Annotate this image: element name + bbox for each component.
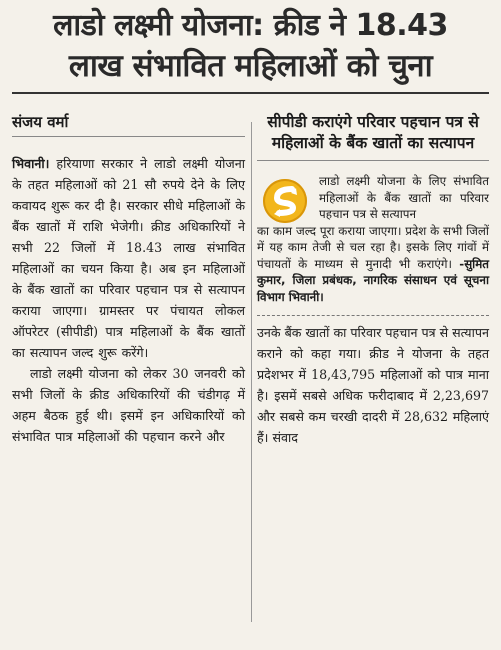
left-paragraph-1-text: हरियाणा सरकार ने लाडो लक्ष्मी योजना के तहत महिलाओं को 21 सौ रुपये देने के लिए कवायद शुरू कर दी है। सरकार सीधे महिलाओं के बैंक खातों में राशि भेजेगी। क्रीड अधिकारियों ने सभी 22 जिलों में 18.43 लाख संभावित महिलाओं का चयन किया है। अब इन महिलाओं के बैंक खातों का परिवार पहचान पत्र से सत्यापन कराया जाएगा। ग्रामस्तर पर पंचायत लोकल ऑपरेटर (सीपीडी) पात्र महिलाओं के बैंक खातों का सत्यापन जल्द शुरू करेंगे। — [12, 156, 245, 360]
quote-box — [257, 169, 489, 311]
quote-box-divider — [257, 315, 489, 316]
subheading-rule — [257, 160, 489, 161]
column-divider — [251, 122, 252, 622]
dateline: भिवानी। — [12, 156, 50, 171]
left-paragraph-2: लाडो लक्ष्मी योजना को लेकर 30 जनवरी को सभी जिलों के क्रीड अधिकारियों की चंडीगढ़ में अहम बैठक हुई थी। इसमें इन अधिकारियों को संभावित पात्र महिलाओं की पहचान करने और — [12, 366, 245, 444]
subheading: सीपीडी कराएंगे परिवार पहचान पत्र से महिलाओं के बैंक खातों का सत्यापन — [267, 113, 479, 152]
headline-line-1: लाडो लक्ष्मी योजना: क्रीड ने 18.43 — [53, 8, 448, 43]
byline: संजय वर्मा — [12, 113, 69, 131]
right-column — [257, 112, 489, 448]
right-paragraph: उनके बैंक खातों का परिवार पहचान पत्र से सत्यापन कराने को कहा गया। क्रीड ने योजना के तहत प्रदेशभर में 18,43,795 महिलाओं को पात्र माना है। इसमें सबसे अधिक फरीदाबाद में 2,23,697 और सबसे कम चरखी दादरी में 28,632 महिलाएं हैं। संवाद — [257, 325, 489, 445]
saral-s-logo-icon — [263, 179, 307, 223]
headline — [12, 6, 489, 86]
article-columns — [12, 112, 489, 642]
headline-rule — [12, 92, 489, 94]
left-paragraph-1 — [12, 153, 245, 363]
quote-text-rest: का काम जल्द पूरा कराया जाएगा। प्रदेश के सभी जिलों में यह काम तेजी से चल रहा है। इसके लिए गांवों में पंचायतों के माध्यम से मुनादी भी कराएंगे। — [257, 223, 489, 271]
headline-line-2: लाख संभावित महिलाओं को चुना — [68, 48, 433, 84]
left-column — [12, 112, 245, 447]
quote-text-top: लाडो लक्ष्मी योजना के लिए संभावित महिलाओं के बैंक खातों का परिवार पहचान पत्र से सत्यापन — [319, 174, 489, 221]
quote-attribution: -सुमित कुमार, जिला प्रबंधक, नागरिक संसाधन एवं सूचना विभाग भिवानी। — [257, 256, 490, 304]
byline-rule — [12, 136, 245, 137]
